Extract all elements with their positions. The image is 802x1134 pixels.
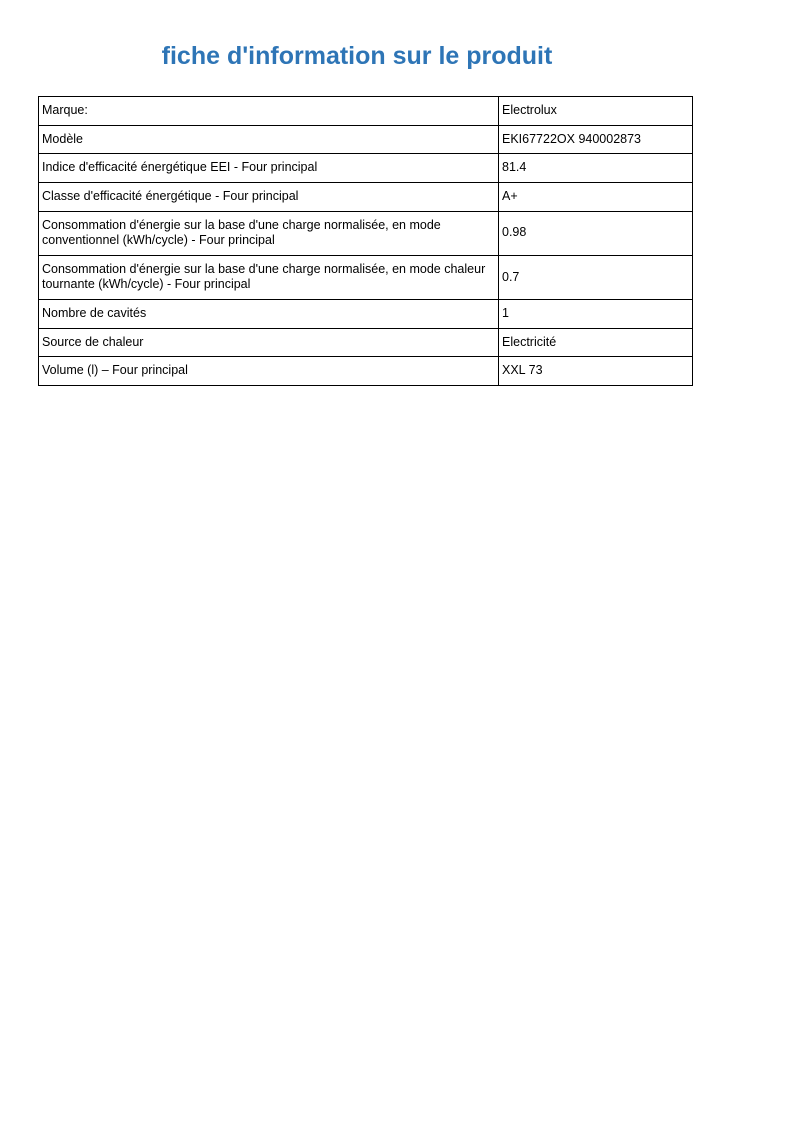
table-row bbox=[39, 211, 693, 255]
spec-label-cell: Source de chaleur bbox=[39, 328, 499, 357]
spec-label-cell: Marque: bbox=[39, 97, 499, 126]
spec-value-cell: 1 bbox=[499, 300, 693, 329]
table-row bbox=[39, 154, 693, 183]
table-row bbox=[39, 97, 693, 126]
page-title: fiche d'information sur le produit bbox=[161, 42, 553, 70]
product-spec-table bbox=[38, 96, 693, 386]
spec-value-cell: EKI67722OX 940002873 bbox=[499, 125, 693, 154]
spec-label-cell: Classe d'efficacité énergétique - Four principal bbox=[39, 182, 499, 211]
spec-label-cell: Nombre de cavités bbox=[39, 300, 499, 329]
spec-value-cell: 0.7 bbox=[499, 255, 693, 299]
spec-value-cell: 0.98 bbox=[499, 211, 693, 255]
spec-value-cell: Electricité bbox=[499, 328, 693, 357]
spec-label-cell: Modèle bbox=[39, 125, 499, 154]
spec-label-cell: Consommation d'énergie sur la base d'une charge normalisée, en mode conventionnel (kWh/cycle) - Four principal bbox=[39, 211, 499, 255]
spec-label-cell: Indice d'efficacité énergétique EEI - Four principal bbox=[39, 154, 499, 183]
spec-value-cell: A+ bbox=[499, 182, 693, 211]
spec-label-cell: Volume (l) – Four principal bbox=[39, 357, 499, 386]
spec-value-cell: 81.4 bbox=[499, 154, 693, 183]
table-row bbox=[39, 300, 693, 329]
spec-label-cell: Consommation d'énergie sur la base d'une charge normalisée, en mode chaleur tournante (kWh/cycle) - Four principal bbox=[39, 255, 499, 299]
table-row bbox=[39, 182, 693, 211]
table-row bbox=[39, 357, 693, 386]
spec-value-cell: Electrolux bbox=[499, 97, 693, 126]
table-row bbox=[39, 255, 693, 299]
table-row bbox=[39, 328, 693, 357]
spec-value-cell: XXL 73 bbox=[499, 357, 693, 386]
table-row bbox=[39, 125, 693, 154]
